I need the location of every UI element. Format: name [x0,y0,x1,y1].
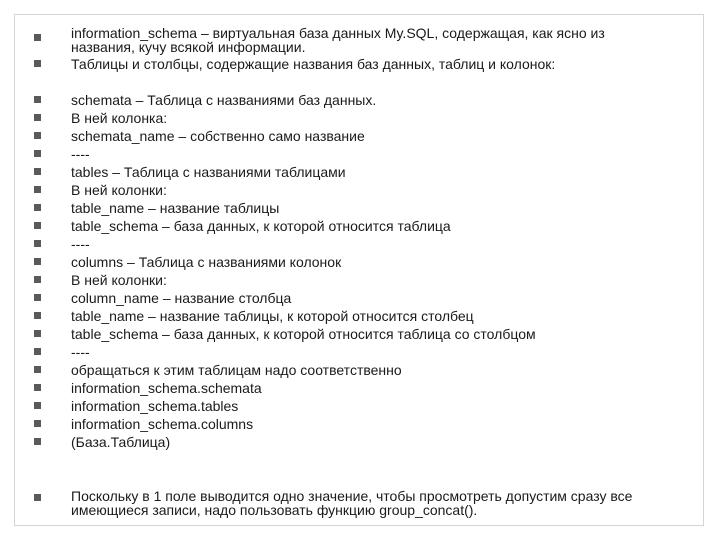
square-bullet-icon [34,114,41,121]
list-item-text: Таблицы и столбцы, содержащие названия баз данных, таблиц и колонок: [71,56,556,72]
square-bullet-icon [34,494,41,501]
list-item-text: table_name – название таблицы, к которой относится столбец [71,308,474,324]
square-bullet-icon [34,312,41,319]
square-bullet-icon [34,330,41,337]
square-bullet-icon [34,168,41,175]
square-bullet-icon [34,34,41,41]
list-item-text: В ней колонки: [71,182,167,198]
square-bullet-icon [34,384,41,391]
square-bullet-icon [34,186,41,193]
list-item-text: В ней колонки: [71,272,167,288]
list-item-text: В ней колонка: [71,110,168,126]
square-bullet-icon [34,240,41,247]
list-item-text: tables – Таблица с названиями таблицами [71,164,346,180]
square-bullet-icon [34,402,41,409]
list-item-text: information_schema.schemata [71,380,262,396]
list-item-text: information_schema – виртуальная база данных My.SQL, содержащая, как ясно из названия, кучу всякой информации. [71,25,605,55]
square-bullet-icon [34,132,41,139]
list-item-text: table_schema – база данных, к которой относится таблица со столбцом [71,326,536,342]
square-bullet-icon [34,60,41,67]
list-item-text: information_schema.tables [71,398,239,414]
list-item-text: table_name – название таблицы [71,200,280,216]
square-bullet-icon [34,348,41,355]
square-bullet-icon [34,366,41,373]
square-bullet-icon [34,150,41,157]
list-item-text: ---- [71,236,90,252]
list-item-text: information_schema.columns [71,416,254,432]
square-bullet-icon [34,420,41,427]
list-item-text: columns – Таблица с названиями колонок [71,254,342,270]
list-item-text: (База.Таблица) [71,434,171,450]
list-item-text: schemata_name – собственно само название [71,128,365,144]
list-item-text: schemata – Таблица с названиями баз данных. [71,92,377,108]
list-item-text: Поскольку в 1 поле выводится одно значение, чтобы просмотреть допустим сразу все имеющиеся записи, надо пользовать функцию group_concat(). [71,488,633,518]
square-bullet-icon [34,96,41,103]
square-bullet-icon [34,438,41,445]
square-bullet-icon [34,276,41,283]
list-item-text: ---- [71,344,90,360]
list-item-text: table_schema – база данных, к которой относится таблица [71,218,451,234]
list-item-text: обращаться к этим таблицам надо соответственно [71,362,402,378]
list-item-text: ---- [71,146,90,162]
square-bullet-icon [34,294,41,301]
list-item-text: column_name – название столбца [71,290,292,306]
square-bullet-icon [34,222,41,229]
square-bullet-icon [34,258,41,265]
square-bullet-icon [34,204,41,211]
